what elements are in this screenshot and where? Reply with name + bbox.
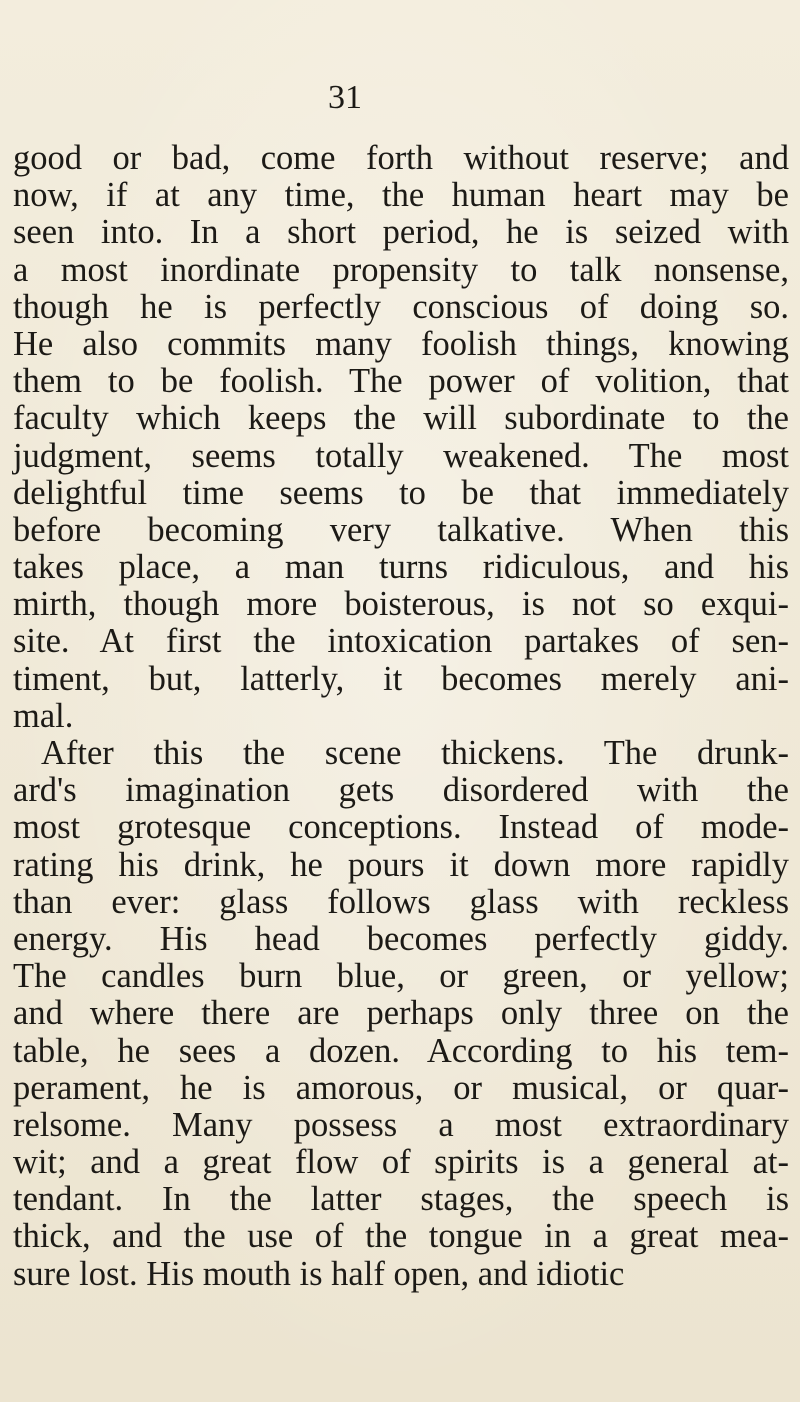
text-line: a most inordinate propensity to talk nonsense, <box>13 250 789 289</box>
text-line: relsome. Many possess a most extraordinary <box>13 1105 789 1144</box>
text-line: now, if at any time, the human heart may be <box>13 176 789 215</box>
text-line: After this the scene thickens. The drunk- <box>41 734 789 772</box>
text-line: thick, and the use of the tongue in a great mea- <box>13 1217 789 1256</box>
text-line: table, he sees a dozen. According to his tem- <box>13 1031 789 1070</box>
text-line: mal. <box>13 696 74 735</box>
text-line: mirth, though more boisterous, is not so exqui- <box>13 585 789 624</box>
text-line: rating his drink, he pours it down more rapidly <box>13 845 789 884</box>
text-line: before becoming very talkative. When this <box>13 510 789 549</box>
text-line: sure lost. His mouth is half open, and idiotic <box>13 1254 625 1293</box>
text-line: perament, he is amorous, or musical, or quar- <box>13 1068 789 1107</box>
text-line: The candles burn blue, or green, or yellow; <box>13 957 789 996</box>
body-text <box>13 140 789 1293</box>
text-line: seen into. In a short period, he is seized with <box>13 213 789 252</box>
text-line: energy. His head becomes perfectly giddy. <box>13 919 789 958</box>
text-line: site. At first the intoxication partakes of sen- <box>13 622 789 661</box>
text-line: delightful time seems to be that immediately <box>13 473 789 512</box>
page-number: 31 <box>328 79 362 116</box>
text-line: tendant. In the latter stages, the speech is <box>13 1180 789 1219</box>
text-line: good or bad, come forth without reserve; and <box>13 139 789 177</box>
text-line: them to be foolish. The power of volition, that <box>13 362 789 401</box>
text-line: than ever: glass follows glass with reckless <box>13 882 789 921</box>
text-line: He also commits many foolish things, knowing <box>13 324 789 363</box>
text-line: takes place, a man turns ridiculous, and his <box>13 548 789 587</box>
text-line: timent, but, latterly, it becomes merely ani- <box>13 659 789 698</box>
text-line: faculty which keeps the will subordinate to the <box>13 399 789 438</box>
text-line: ard's imagination gets disordered with the <box>13 771 789 810</box>
text-line: though he is perfectly conscious of doing so. <box>13 287 789 326</box>
text-line: judgment, seems totally weakened. The most <box>13 436 789 475</box>
text-line: most grotesque conceptions. Instead of mode- <box>13 808 789 847</box>
text-line: wit; and a great flow of spirits is a general at- <box>13 1143 789 1182</box>
text-line: and where there are perhaps only three on the <box>13 994 789 1033</box>
